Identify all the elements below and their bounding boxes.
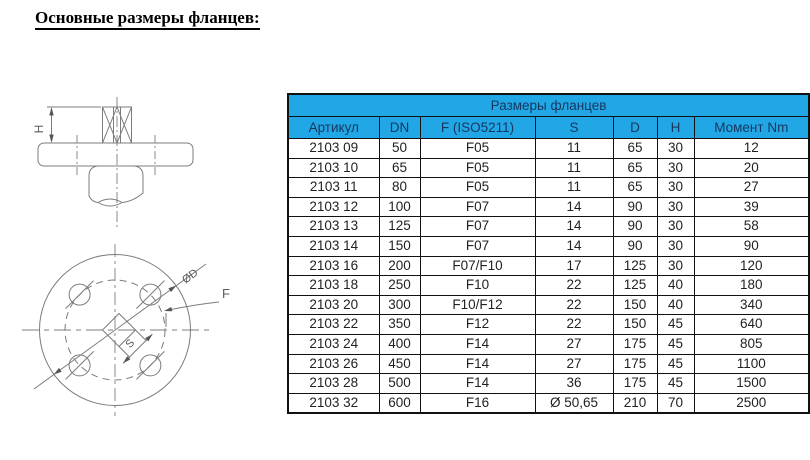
table-cell: 2103 11 xyxy=(288,178,379,198)
table-cell: F10/F12 xyxy=(420,295,535,315)
table-row xyxy=(288,334,809,354)
table-cell: 350 xyxy=(379,315,420,335)
page-title xyxy=(35,8,260,28)
table-cell: 27 xyxy=(535,334,613,354)
table-cell: 2103 26 xyxy=(288,354,379,374)
table-cell: 90 xyxy=(613,236,657,256)
flange-plate xyxy=(38,143,193,166)
table-cell: 450 xyxy=(379,354,420,374)
neck-right xyxy=(122,166,143,203)
table-cell: 27 xyxy=(694,178,809,198)
flange-drawing xyxy=(0,80,285,460)
h-dim-label: H xyxy=(32,124,46,134)
table-cell: 30 xyxy=(657,256,694,276)
table-row xyxy=(288,236,809,256)
table-cell: 58 xyxy=(694,217,809,237)
table-row xyxy=(288,158,809,178)
table-cell: 2103 18 xyxy=(288,276,379,296)
table-cell: 2500 xyxy=(694,393,809,413)
table-cell: 210 xyxy=(613,393,657,413)
table-cell: 30 xyxy=(657,236,694,256)
table-cell: 805 xyxy=(694,334,809,354)
table-cell: F05 xyxy=(420,139,535,159)
table-row xyxy=(288,295,809,315)
table-row xyxy=(288,374,809,394)
table-cell: 65 xyxy=(613,139,657,159)
table-cell: F16 xyxy=(420,393,535,413)
table-cell: 1500 xyxy=(694,374,809,394)
table-row xyxy=(288,197,809,217)
table-cell: 40 xyxy=(657,295,694,315)
table-cell: 30 xyxy=(657,158,694,178)
table-cell: 14 xyxy=(535,217,613,237)
table-cell: 12 xyxy=(694,139,809,159)
table-cell: 2103 32 xyxy=(288,393,379,413)
table-cell: 39 xyxy=(694,197,809,217)
table-cell: 500 xyxy=(379,374,420,394)
table-cell: 90 xyxy=(613,217,657,237)
table-cell: 2103 20 xyxy=(288,295,379,315)
table-cell: 90 xyxy=(694,236,809,256)
table-cell: 600 xyxy=(379,393,420,413)
table-cell: 2103 09 xyxy=(288,139,379,159)
column-header-row xyxy=(288,117,809,139)
table-cell: 11 xyxy=(535,139,613,159)
table-cell: 14 xyxy=(535,236,613,256)
table-cell: 150 xyxy=(613,295,657,315)
table-cell: 45 xyxy=(657,315,694,335)
table-cell: 1100 xyxy=(694,354,809,374)
table-cell: 2103 12 xyxy=(288,197,379,217)
table-row xyxy=(288,256,809,276)
table-cell: 400 xyxy=(379,334,420,354)
flange-size-table xyxy=(287,93,810,414)
table-row xyxy=(288,354,809,374)
column-header: Артикул xyxy=(288,117,379,139)
column-header: S xyxy=(535,117,613,139)
table-cell: 250 xyxy=(379,276,420,296)
table-cell: 22 xyxy=(535,276,613,296)
table-cell: 125 xyxy=(613,256,657,276)
table-cell: 340 xyxy=(694,295,809,315)
table-cell: 22 xyxy=(535,315,613,335)
table-cell: 640 xyxy=(694,315,809,335)
table-row xyxy=(288,276,809,296)
od-arrow-upper xyxy=(168,286,176,293)
table-cell: F14 xyxy=(420,334,535,354)
table-cell: 2103 10 xyxy=(288,158,379,178)
table-cell: 40 xyxy=(657,276,694,296)
f-leader-line xyxy=(171,302,219,310)
table-cell: 45 xyxy=(657,334,694,354)
table-cell: 11 xyxy=(535,178,613,198)
column-header: H xyxy=(657,117,694,139)
od-arrow-lower xyxy=(54,368,62,375)
table-cell: F12 xyxy=(420,315,535,335)
column-header: Момент Nm xyxy=(694,117,809,139)
table-cell: 80 xyxy=(379,178,420,198)
table-cell: F07 xyxy=(420,236,535,256)
table-cell: 175 xyxy=(613,354,657,374)
square-size-label: S xyxy=(123,337,138,351)
table-cell: F07/F10 xyxy=(420,256,535,276)
table-row xyxy=(288,178,809,198)
table-cell: 30 xyxy=(657,217,694,237)
table-cell: 65 xyxy=(379,158,420,178)
table-row xyxy=(288,217,809,237)
table-cell: 17 xyxy=(535,256,613,276)
table-cell: 180 xyxy=(694,276,809,296)
table-cell: 2103 16 xyxy=(288,256,379,276)
table-cell: 45 xyxy=(657,354,694,374)
h-arrow-up xyxy=(49,107,53,116)
neck-left xyxy=(89,166,98,203)
column-header: DN xyxy=(379,117,420,139)
column-header: F (ISO5211) xyxy=(420,117,535,139)
h-arrow-down xyxy=(49,135,53,144)
table-cell: F07 xyxy=(420,197,535,217)
table-cell: 2103 13 xyxy=(288,217,379,237)
table-cell: 30 xyxy=(657,178,694,198)
table-cell: 2103 22 xyxy=(288,315,379,335)
table-cell: 90 xyxy=(613,197,657,217)
flange-side-view xyxy=(38,97,193,227)
table-title: Размеры фланцев xyxy=(288,94,809,117)
table-cell: 200 xyxy=(379,256,420,276)
table-cell: 11 xyxy=(535,158,613,178)
table-cell: 30 xyxy=(657,139,694,159)
table-cell: F05 xyxy=(420,158,535,178)
table-row xyxy=(288,393,809,413)
page-title-text: Основные размеры фланцев: xyxy=(35,8,260,30)
table-cell: 125 xyxy=(379,217,420,237)
table-cell: 45 xyxy=(657,374,694,394)
table-cell: F05 xyxy=(420,178,535,198)
table-cell: 50 xyxy=(379,139,420,159)
table-cell: 175 xyxy=(613,334,657,354)
table-cell: 300 xyxy=(379,295,420,315)
table-cell: 2103 24 xyxy=(288,334,379,354)
ball-lens xyxy=(98,199,122,206)
table-cell: F14 xyxy=(420,354,535,374)
table-cell: F07 xyxy=(420,217,535,237)
table-cell: 150 xyxy=(379,236,420,256)
table-cell: 14 xyxy=(535,197,613,217)
table-cell: 70 xyxy=(657,393,694,413)
outer-diameter-label: ØD xyxy=(180,266,201,287)
bolt-circle-label: F xyxy=(222,286,230,301)
table-cell: F14 xyxy=(420,374,535,394)
table-row xyxy=(288,139,809,159)
table-cell: Ø 50,65 xyxy=(535,393,613,413)
table-cell: 36 xyxy=(535,374,613,394)
table-cell: 175 xyxy=(613,374,657,394)
column-header: D xyxy=(613,117,657,139)
table-cell: 2103 14 xyxy=(288,236,379,256)
table-cell: 65 xyxy=(613,178,657,198)
table-cell: 65 xyxy=(613,158,657,178)
table-cell: 30 xyxy=(657,197,694,217)
table-cell: 27 xyxy=(535,354,613,374)
table-cell: 125 xyxy=(613,276,657,296)
table-cell: 150 xyxy=(613,315,657,335)
table-cell: 100 xyxy=(379,197,420,217)
table-row xyxy=(288,315,809,335)
table-cell: F10 xyxy=(420,276,535,296)
f-arrow xyxy=(164,307,172,311)
table-cell: 120 xyxy=(694,256,809,276)
table-title-row xyxy=(288,94,809,117)
table-cell: 22 xyxy=(535,295,613,315)
table-cell: 2103 28 xyxy=(288,374,379,394)
table-cell: 20 xyxy=(694,158,809,178)
